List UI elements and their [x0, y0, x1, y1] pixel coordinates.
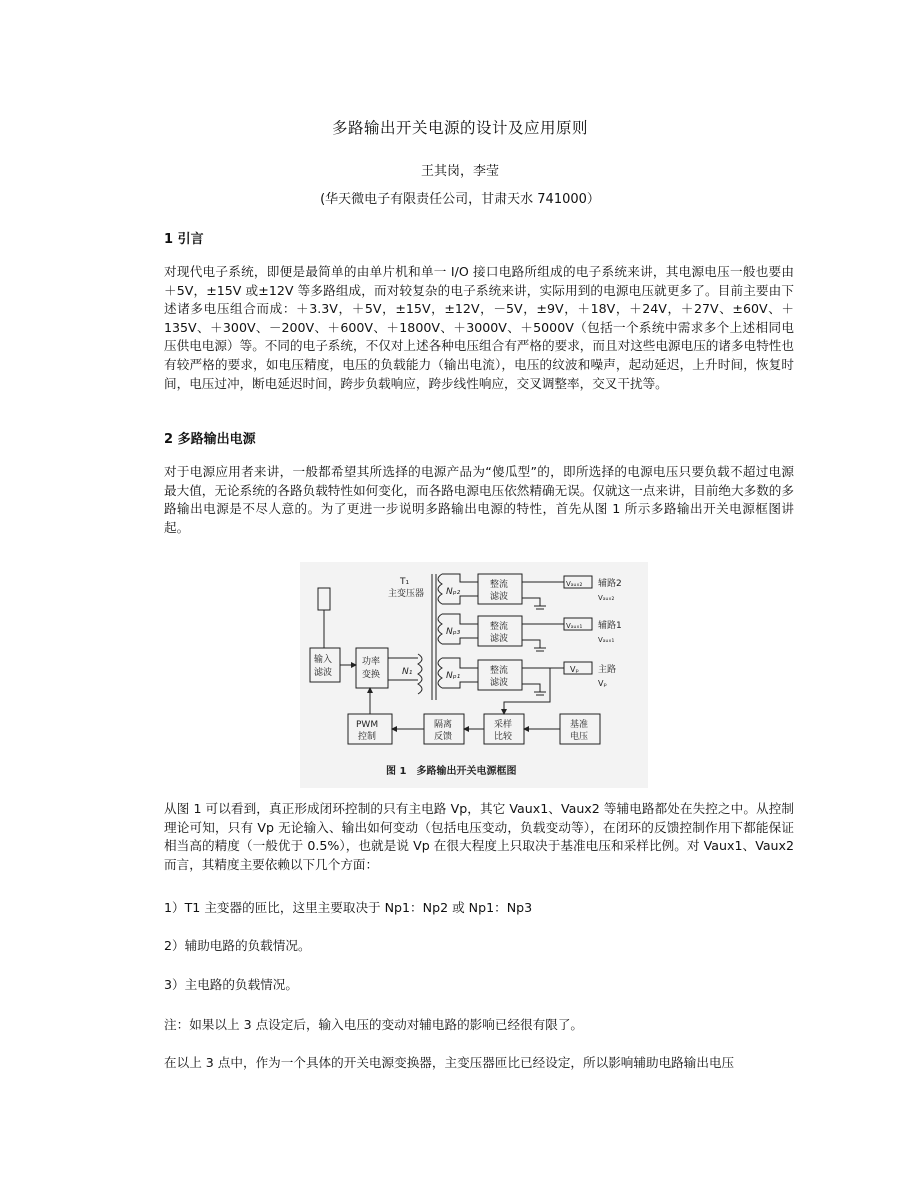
wire-sec2-bot — [442, 638, 478, 644]
input-plug — [318, 588, 330, 610]
output-2-name: 辅路1 — [598, 621, 622, 631]
output-2-tag: Vₐᵤₓ₁ — [566, 622, 583, 630]
output-1-tag: Vₐᵤₓ₂ — [566, 580, 583, 588]
input-filter-line-2: 滤波 — [314, 668, 333, 678]
wire-sec3-bot — [442, 682, 478, 688]
pwm-line-2: 控制 — [358, 732, 377, 742]
secondary-coil-3 — [438, 658, 442, 688]
list-item-1: 1）T1 主变器的匝比，这里主要取决于 Np1：Np2 或 Np1：Np3 — [164, 900, 533, 915]
ground-wire-1 — [522, 598, 540, 606]
wire-sec1-bot — [442, 596, 478, 604]
input-filter-line-1: 输入 — [314, 655, 333, 665]
power-switch-box — [356, 648, 388, 688]
figure-caption: 图 1 多路输出开关电源框图 — [386, 766, 517, 777]
np1-label: N₁ — [402, 667, 413, 677]
sample-line-1: 采样 — [494, 720, 513, 730]
pwm-line-1: PWM — [356, 720, 379, 730]
transformer-name: 主变压器 — [388, 589, 425, 599]
primary-coil — [418, 654, 422, 694]
figure-1-block-diagram — [300, 562, 648, 788]
wire-sec1-top — [442, 574, 478, 582]
secondary-coil-2 — [438, 614, 442, 644]
output-1-voltage: Vₐᵤₓ₂ — [598, 594, 615, 602]
output-3-voltage: Vₚ — [598, 679, 607, 688]
ground-wire-2 — [522, 640, 540, 648]
output-1-name: 辅路2 — [598, 579, 622, 589]
reference-line-1: 基准 — [570, 720, 589, 730]
wire-sec3-top — [442, 658, 478, 668]
section-2-paragraph-2: 从图 1 可以看到，真正形成闭环控制的只有主电路 Vp，其它 Vaux1、Vaux2 等辅电路都处在失控之中。从控制理论可知，只有 Vp 无论输入、输出如何变动（包括电压变动，负载变动等），在闭环的反馈控制作用下都能保证相当高的精度（一般优于 0.5%），也就是说 Vp 在很大程度上只取决于基准电压和采样比例。对 Vaux1、Vaux2 而言，其精度主要依赖以下几个方面： — [164, 801, 794, 872]
rectifier-2-line-1: 整流 — [490, 622, 509, 632]
affiliation: (华天微电子有限责任公司，甘肃天水 741000） — [320, 192, 600, 207]
rectifier-1-line-2: 滤波 — [490, 592, 509, 602]
section-2-paragraph-1: 对于电源应用者来讲，一般都希望其所选择的电源产品为“傻瓜型”的，即所选择的电源电压只要负载不超过电源最大值，无论系统的各路负载特性如何变化，而各路电源电压依然精确无误。仅就这一点来讲，目前绝大多数的多路输出电源是不尽人意的。为了更进一步说明多路输出电源的特性，首先从图 1 所示多路输出开关电源框图讲起。 — [164, 464, 794, 535]
note: 注：如果以上 3 点设定后，输入电压的变动对辅电路的影响已经很有限了。 — [164, 1017, 584, 1032]
section-1-heading: 1 引言 — [164, 232, 204, 247]
power-switch-line-1: 功率 — [362, 657, 381, 667]
arrow-vp-sample — [504, 668, 550, 714]
secondary-coil-1 — [438, 574, 442, 604]
ground-wire-3 — [522, 684, 540, 692]
rectifier-3-line-2: 滤波 — [490, 678, 509, 688]
np2-label: Nₚ₂ — [446, 587, 461, 597]
last-line: 在以上 3 点中，作为一个具体的开关电源变换器，主变压器匝比已经设定，所以影响辅助电路输出电压 — [164, 1055, 735, 1070]
isolation-line-1: 隔离 — [434, 720, 453, 730]
rectifier-1-line-1: 整流 — [490, 580, 509, 590]
np4-label: Nₚ₁ — [446, 671, 461, 681]
list-item-2: 2）辅助电路的负载情况。 — [164, 938, 311, 953]
output-3-tag: Vₚ — [570, 665, 579, 674]
power-switch-line-2: 变换 — [362, 670, 381, 680]
output-3-name: 主路 — [598, 665, 617, 675]
output-2-voltage: Vₐᵤₓ₁ — [598, 636, 615, 644]
authors: 王其岗，李莹 — [420, 164, 499, 179]
document-title: 多路输出开关电源的设计及应用原则 — [331, 119, 588, 137]
section-1-paragraph: 对现代电子系统，即便是最简单的由单片机和单一 I/O 接口电路所组成的电子系统来讲，其电源电压一般也要由＋5V，±15V 或±12V 等多路组成，而对较复杂的电子系统来讲，实际用到的电源电压就更多了。目前主要由下述诸多电压组合而成：＋3.3V，＋5V，±15V，±12V，－5V，±9V，＋18V，＋24V，＋27V、±60V、＋135V、＋300V、－200V、＋600V、＋1800V、＋3000V、＋5000V（包括一个系统中需求多个上述相同电压供电电源）等。不同的电子系统，不仅对上述各种电压组合有严格的要求，而且对这些电源电压的诸多电特性也有较严格的要求，如电压精度，电压的负载能力（输出电流），电压的纹波和噪声，起动延迟，上升时间，恢复时间，电压过冲，断电延迟时间，跨步负载响应，跨步线性响应，交叉调整率，交叉干扰等。 — [164, 264, 794, 391]
rectifier-2-line-2: 滤波 — [490, 634, 509, 644]
section-2-heading: 2 多路输出电源 — [164, 432, 256, 447]
list-item-3: 3）主电路的负载情况。 — [164, 977, 298, 992]
transformer-label: T₁ — [400, 577, 410, 587]
sample-line-2: 比较 — [494, 732, 513, 742]
np3-label: Nₚ₃ — [446, 627, 461, 637]
isolation-line-2: 反馈 — [434, 732, 453, 742]
rectifier-3-line-1: 整流 — [490, 666, 509, 676]
wire-sec2-top — [442, 614, 478, 624]
reference-line-2: 电压 — [570, 732, 589, 742]
